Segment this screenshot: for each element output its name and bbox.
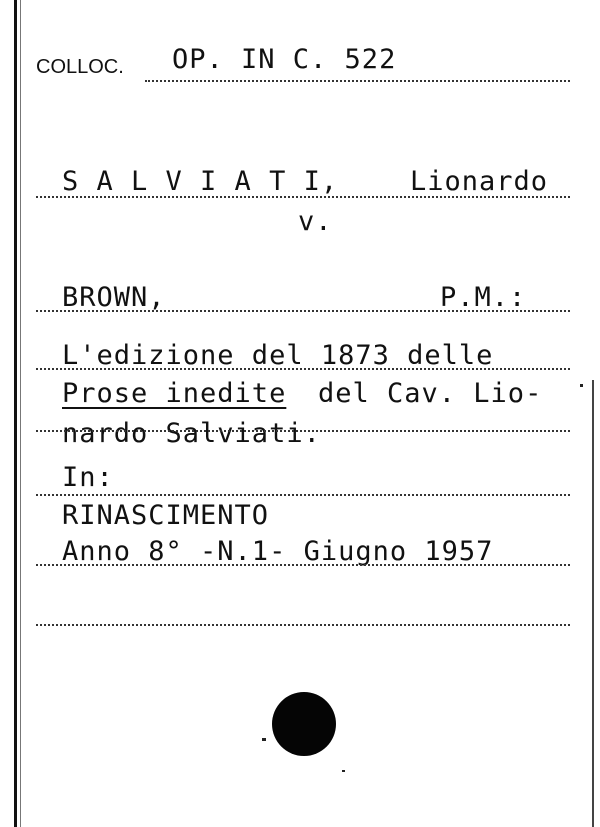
punch-hole <box>272 692 336 756</box>
title-line-1: L'edizione del 1873 delle <box>62 340 494 371</box>
see-initials: P.M.: <box>440 282 527 313</box>
colloc-value: OP. IN C. 522 <box>172 44 397 75</box>
speck <box>342 770 345 772</box>
author-dotted-line <box>36 196 570 198</box>
issue-info: Anno 8° -N.1- Giugno 1957 <box>62 536 494 567</box>
author-given-name: Lionardo <box>410 166 549 197</box>
colloc-label: COLLOC. <box>36 56 124 78</box>
colloc-dotted-line <box>145 80 570 82</box>
card-left-edge-inner <box>20 0 21 827</box>
title-dotted-line-3 <box>36 430 570 432</box>
in-label: In: <box>62 462 114 493</box>
title-dotted-line-1 <box>36 368 570 370</box>
speck <box>262 738 266 741</box>
see-surname: BROWN, <box>62 282 166 313</box>
blank-dotted-line <box>36 624 570 626</box>
speck <box>580 384 583 387</box>
in-dotted-line <box>36 494 570 496</box>
see-dotted-line <box>36 310 570 312</box>
see-marker: v. <box>298 206 333 237</box>
card-right-edge <box>592 380 594 827</box>
title-line-3: nardo Salviati. <box>62 418 321 449</box>
issue-dotted-line <box>36 564 570 566</box>
card-left-edge <box>14 0 17 827</box>
title-italic-part: Prose inedite <box>62 378 287 409</box>
title-line-2: del Cav. Lio- <box>318 378 543 409</box>
author-surname: S A L V I A T I, <box>62 166 339 197</box>
journal-title: RINASCIMENTO <box>62 500 270 531</box>
